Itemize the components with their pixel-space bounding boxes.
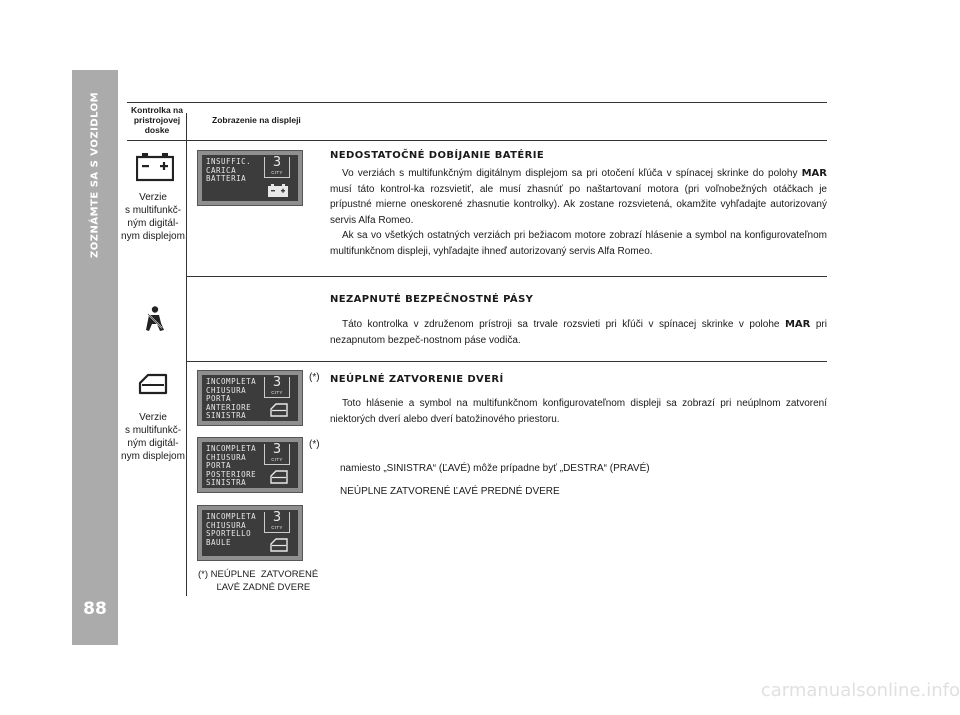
display-door-icon: [270, 470, 288, 484]
sidebar: [72, 70, 118, 645]
watermark: carmanualsonline.info: [760, 680, 960, 701]
header-col1: Kontrolka na pristrojovej doske: [131, 105, 183, 135]
sidebar-title: ZOZNÁMTE SA S VOZIDLOM: [89, 91, 101, 259]
display-mode: CITY: [271, 457, 283, 462]
section2-paragraph: Táto kontrolka v združenom prístroji sa trvale rozsvieti pri kľúči v spínacej skrinke v polohe MAR pri nezapnutom bezpeč-nostnom páse vodiča.: [330, 319, 827, 346]
display-text: INCOMPLETA CHIUSURA SPORTELLO BAULE: [206, 512, 257, 547]
footnote-marker: (*): [309, 439, 320, 450]
display-text: INSUFFIC. CARICA BATTERIA: [206, 157, 252, 183]
display-trunk: [197, 505, 303, 561]
display-gear: 3: [272, 510, 282, 525]
column-rule: [186, 113, 187, 596]
display-text: INCOMPLETA CHIUSURA PORTA POSTERIORE SINISTRA: [206, 444, 257, 487]
door-open-icon: [138, 373, 168, 395]
header-rule: [127, 140, 827, 141]
seatbelt-icon: [143, 306, 167, 334]
display-door-rear: [197, 437, 303, 493]
top-rule: [127, 102, 827, 103]
row-rule-1: [186, 276, 827, 277]
row-rule-2: [186, 361, 827, 362]
display-door-front: [197, 370, 303, 426]
section3-paragraph3: NEÚPLNE ZATVORENÉ ĽAVÉ PREDNÉ DVERE: [340, 486, 560, 497]
section3-title: NEÚPLNÉ ZATVORENIE DVERÍ: [330, 374, 504, 385]
display-battery: [197, 150, 303, 206]
footnote-marker: (*): [309, 372, 320, 383]
section1-note: Verzie s multifunkč- ným digitál- nym displejom: [121, 192, 185, 242]
section2-title: NEZAPNUTÉ BEZPEČNOSTNÉ PÁSY: [330, 294, 534, 305]
section1-title: NEDOSTATOČNÉ DOBÍJANIE BATÉRIE: [330, 150, 545, 161]
section3-paragraph1: Toto hlásenie a symbol na multifunkčnom konfigurovateľnom displeji sa zobrazí pri neúplnom zatvorení niektorých dverí alebo dverí batožinového priestoru.: [330, 398, 827, 425]
header-col2: Zobrazenie na displeji: [212, 115, 301, 125]
display-mode: CITY: [271, 525, 283, 530]
section3-paragraph2: namiesto „SINISTRA“ (ĽAVÉ) môže prípadne byť „DESTRA“ (PRAVÉ): [340, 463, 650, 474]
display-gear: 3: [272, 442, 282, 457]
display-gear: 3: [272, 155, 282, 170]
battery-icon: [136, 152, 174, 182]
display-battery-icon: [268, 184, 288, 197]
display-caption: (*) NEÚPLNE ZATVORENÉ ĽAVÉ ZADNÉ DVERE: [198, 569, 319, 593]
page-number: 88: [83, 599, 107, 619]
display-mode: CITY: [271, 170, 283, 175]
display-door-icon: [270, 403, 288, 417]
section1-paragraph2: Ak sa vo všetkých ostatných verziách pri bežiacom motore zobrazí hlásenie a symbol na konfigurovateľnom multifunkčnom displeji, vyhľadajte ihneď autorizovaný servis Alfa Romeo.: [330, 230, 827, 257]
display-mode: CITY: [271, 390, 283, 395]
display-door-icon: [270, 538, 288, 552]
display-text: INCOMPLETA CHIUSURA PORTA ANTERIORE SINISTRA: [206, 377, 257, 420]
section3-note: Verzie s multifunkč- ným digitál- nym displejom: [121, 412, 185, 462]
display-gear: 3: [272, 375, 282, 390]
section1-paragraph1: Vo verziách s multifunkčným digitálnym displejom sa pri otočení kľúča v spínacej skrinke do polohy MAR musí táto kontrol-ka rozsvietiť, ale musí zhasnúť po naštartovaní motora (pri voľnobežných otáčkach je prípustné mierne oneskorené zhasnutie kontrolky). Ak zostane rozsvietená, okamžite vyhľadajte autorizovaný servis Alfa Romeo.: [330, 168, 827, 226]
